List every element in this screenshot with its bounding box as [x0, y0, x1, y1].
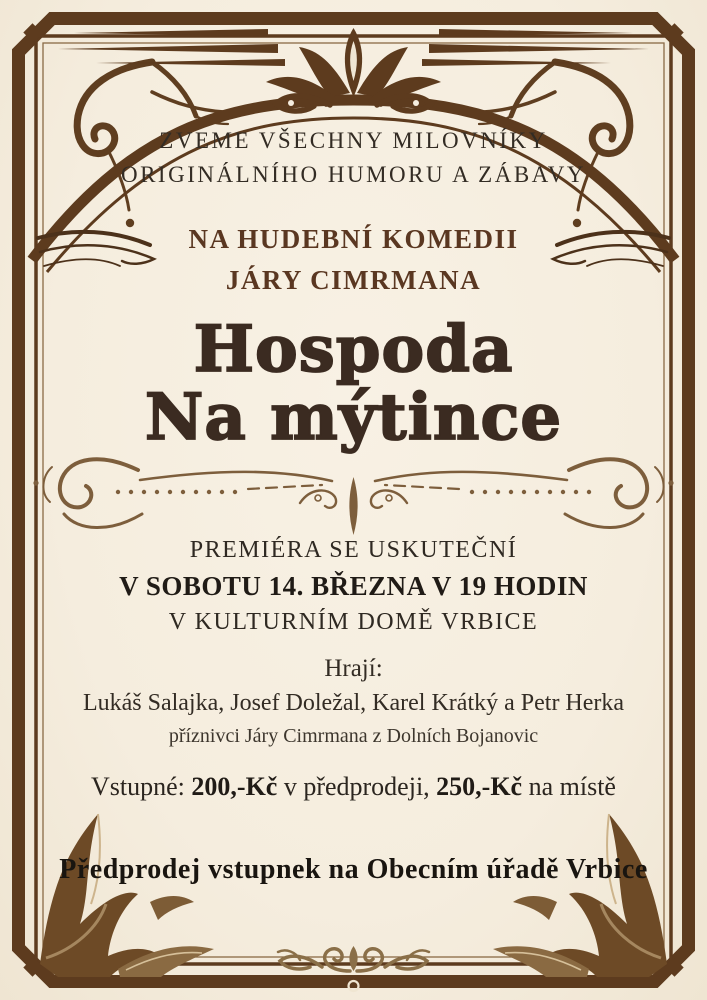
invitation-line-2: ORIGINÁLNÍHO HUMORU A ZÁBAVY: [120, 162, 587, 187]
title-line-2: Na mýtince: [144, 380, 563, 455]
premiere-line-1: PREMIÉRA SE USKUTEČNÍ: [189, 537, 518, 563]
premiere-info: [30, 534, 677, 640]
corner-flourish-bottom-left-icon: [40, 814, 214, 977]
premiere-date-line: V SOBOTU 14. BŘEZNA V 19 HODIN: [119, 571, 588, 601]
door-price: 250,-Kč: [436, 772, 523, 801]
cast-heading: Hrají:: [324, 655, 383, 682]
cast-note: příznivci Járy Cimrmana z Dolních Bojanovic: [168, 725, 539, 747]
subtitle-text: [30, 219, 677, 301]
presale-price: 200,-Kč: [191, 772, 278, 801]
cast-section: [30, 652, 677, 751]
invitation-line-1: ZVEME VŠECHNY MILOVNÍKY: [159, 128, 548, 153]
title-line-1: Hospoda: [193, 312, 514, 387]
cast-names: Lukáš Salajka, Josef Doležal, Karel Krátký a Petr Herka: [82, 690, 625, 716]
door-note: na místě: [528, 772, 616, 801]
poster-title: [30, 312, 677, 455]
subtitle-line-2: JÁRY CIMRMANA: [225, 265, 482, 295]
tickets-label: Vstupné:: [91, 772, 185, 801]
title-flourish-icon: [33, 459, 673, 535]
premiere-venue-line: V KULTURNÍM DOMĚ VRBICE: [168, 609, 539, 635]
corner-flourish-bottom-right-icon: [493, 814, 667, 977]
invitation-text: [30, 124, 677, 192]
presale-note: v předprodeji,: [283, 772, 430, 801]
ticket-price-line: [30, 772, 677, 802]
presale-location-line: Předprodej vstupnek na Obecním úřadě Vrbice: [59, 854, 648, 885]
subtitle-line-1: NA HUDEBNÍ KOMEDII: [188, 224, 519, 254]
